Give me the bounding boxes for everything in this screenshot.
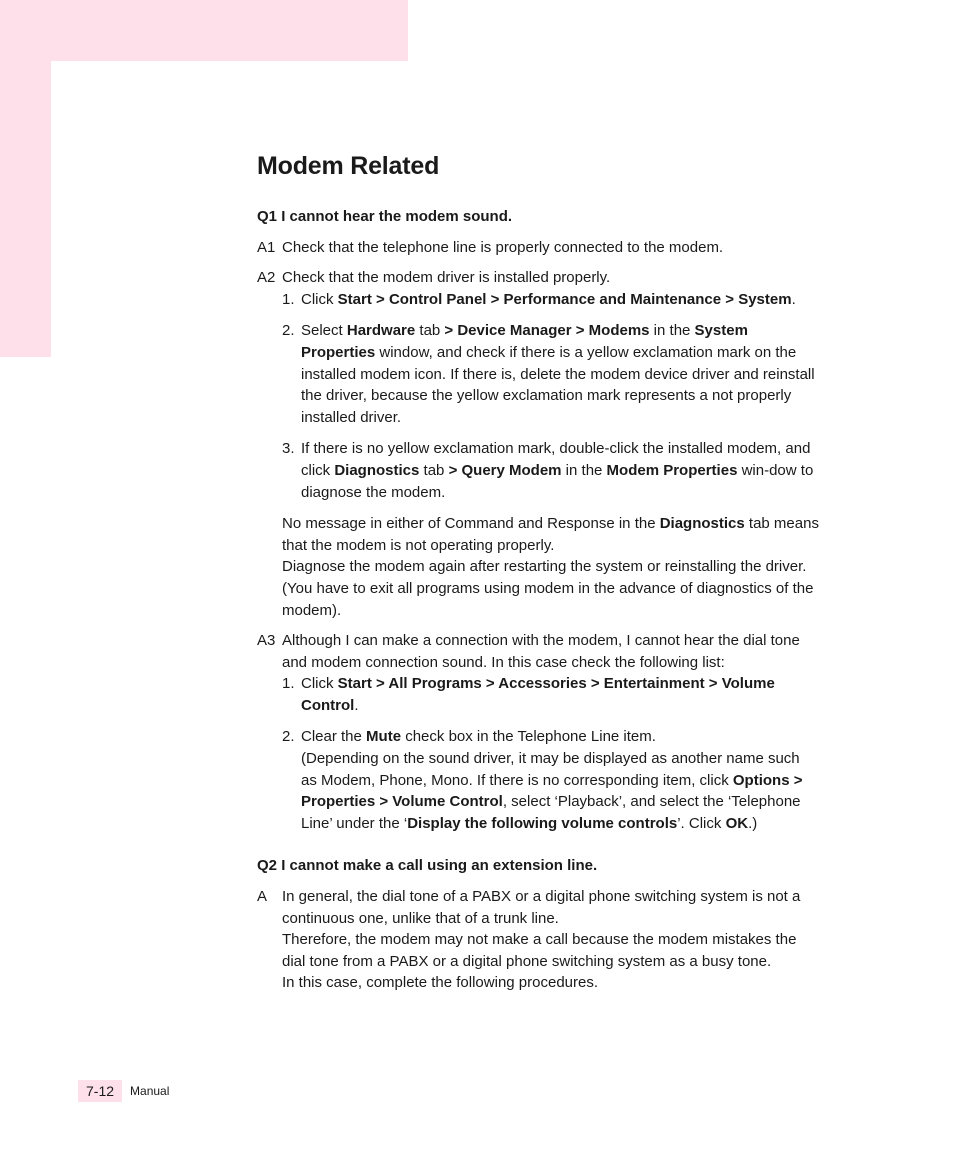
step-number: 3. (282, 440, 295, 458)
answer-1 (257, 237, 819, 259)
answer-2 (257, 267, 819, 289)
answer-2-note: No message in either of Command and Response in the Diagnostics tab means that the modem is not operating properly. Diagnose the modem again after restarting the system or reinstalling the driver. (You have to exit all programs using modem in the advance of diagnostics of the modem). (282, 515, 819, 619)
answer-2-label: A2 (257, 269, 276, 287)
answer-3-step-1: 1. Click Start > All Programs > Accessories > Entertainment > Volume Control. (282, 675, 775, 714)
question-1-label: Q1 (257, 208, 278, 225)
footer-label: Manual (130, 1084, 170, 1098)
menu-path: Start > All Programs > Accessories > Entertainment > Volume Control (301, 675, 775, 714)
question-1 (257, 206, 819, 228)
answer-q2-label: A (257, 888, 268, 906)
decorative-band-side (0, 0, 51, 357)
page-number: 7-12 (78, 1080, 122, 1102)
answer-3-text: Although I can make a connection with the modem, I cannot hear the dial tone and modem connection sound. In this case check the following list: (282, 632, 800, 671)
page-title: Modem Related (257, 152, 440, 180)
step-number: 1. (282, 675, 295, 693)
question-2-text: I cannot make a call using an extension line. (281, 857, 598, 875)
answer-1-text: Check that the telephone line is properly connected to the modem. (282, 238, 724, 256)
question-2-label: Q2 (257, 857, 278, 875)
menu-path: Start > Control Panel > Performance and Maintenance > System (337, 290, 792, 308)
step-number: 2. (282, 728, 295, 746)
step-number: 2. (282, 322, 295, 340)
step-number: 1. (282, 290, 295, 308)
page-content (257, 150, 819, 1003)
page-footer (78, 1080, 169, 1102)
answer-1-label: A1 (257, 238, 276, 256)
answer-2-step-3: 3. If there is no yellow exclamation mark, double-click the installed modem, and click Diagnostics tab > Query Modem in the Modem Properties win-dow to diagnose the modem. (282, 440, 814, 501)
answer-3 (257, 630, 819, 673)
answer-2-text: Check that the modem driver is installed properly. (282, 269, 611, 287)
question-2 (257, 855, 819, 877)
question-1-text: I cannot hear the modem sound. (281, 208, 513, 225)
answer-3-step-2: 2. Clear the Mute check box in the Telephone Line item. (Depending on the sound driver, it may be displayed as another name such as Modem, Phone, Mono. If there is no corresponding item, click Options > Properties > Volume Control, select ‘Playback’, and select the ‘Telephone Line’ under the ‘Display the following volume controls’. Click OK.) (282, 728, 803, 832)
decorative-band-top (0, 0, 408, 61)
answer-2-step-1: 1. Click Start > Control Panel > Performance and Maintenance > System. (257, 289, 819, 311)
answer-3-label: A3 (257, 632, 276, 650)
answer-2-step-2: 2. Select Hardware tab > Device Manager > Modems in the System Properties window, and check if there is a yellow exclamation mark on the installed modem icon. If there is, delete the modem device driver and reinstall the driver, because the yellow exclamation mark represents a not properly installed driver. (282, 322, 815, 426)
answer-q2: A In general, the dial tone of a PABX or a digital phone switching system is not a continuous one, unlike that of a trunk line. Therefore, the modem may not make a call because the modem mistakes the dial tone from a PABX or a digital phone switching system as a busy tone. In this case, complete the following procedures. (257, 888, 801, 992)
